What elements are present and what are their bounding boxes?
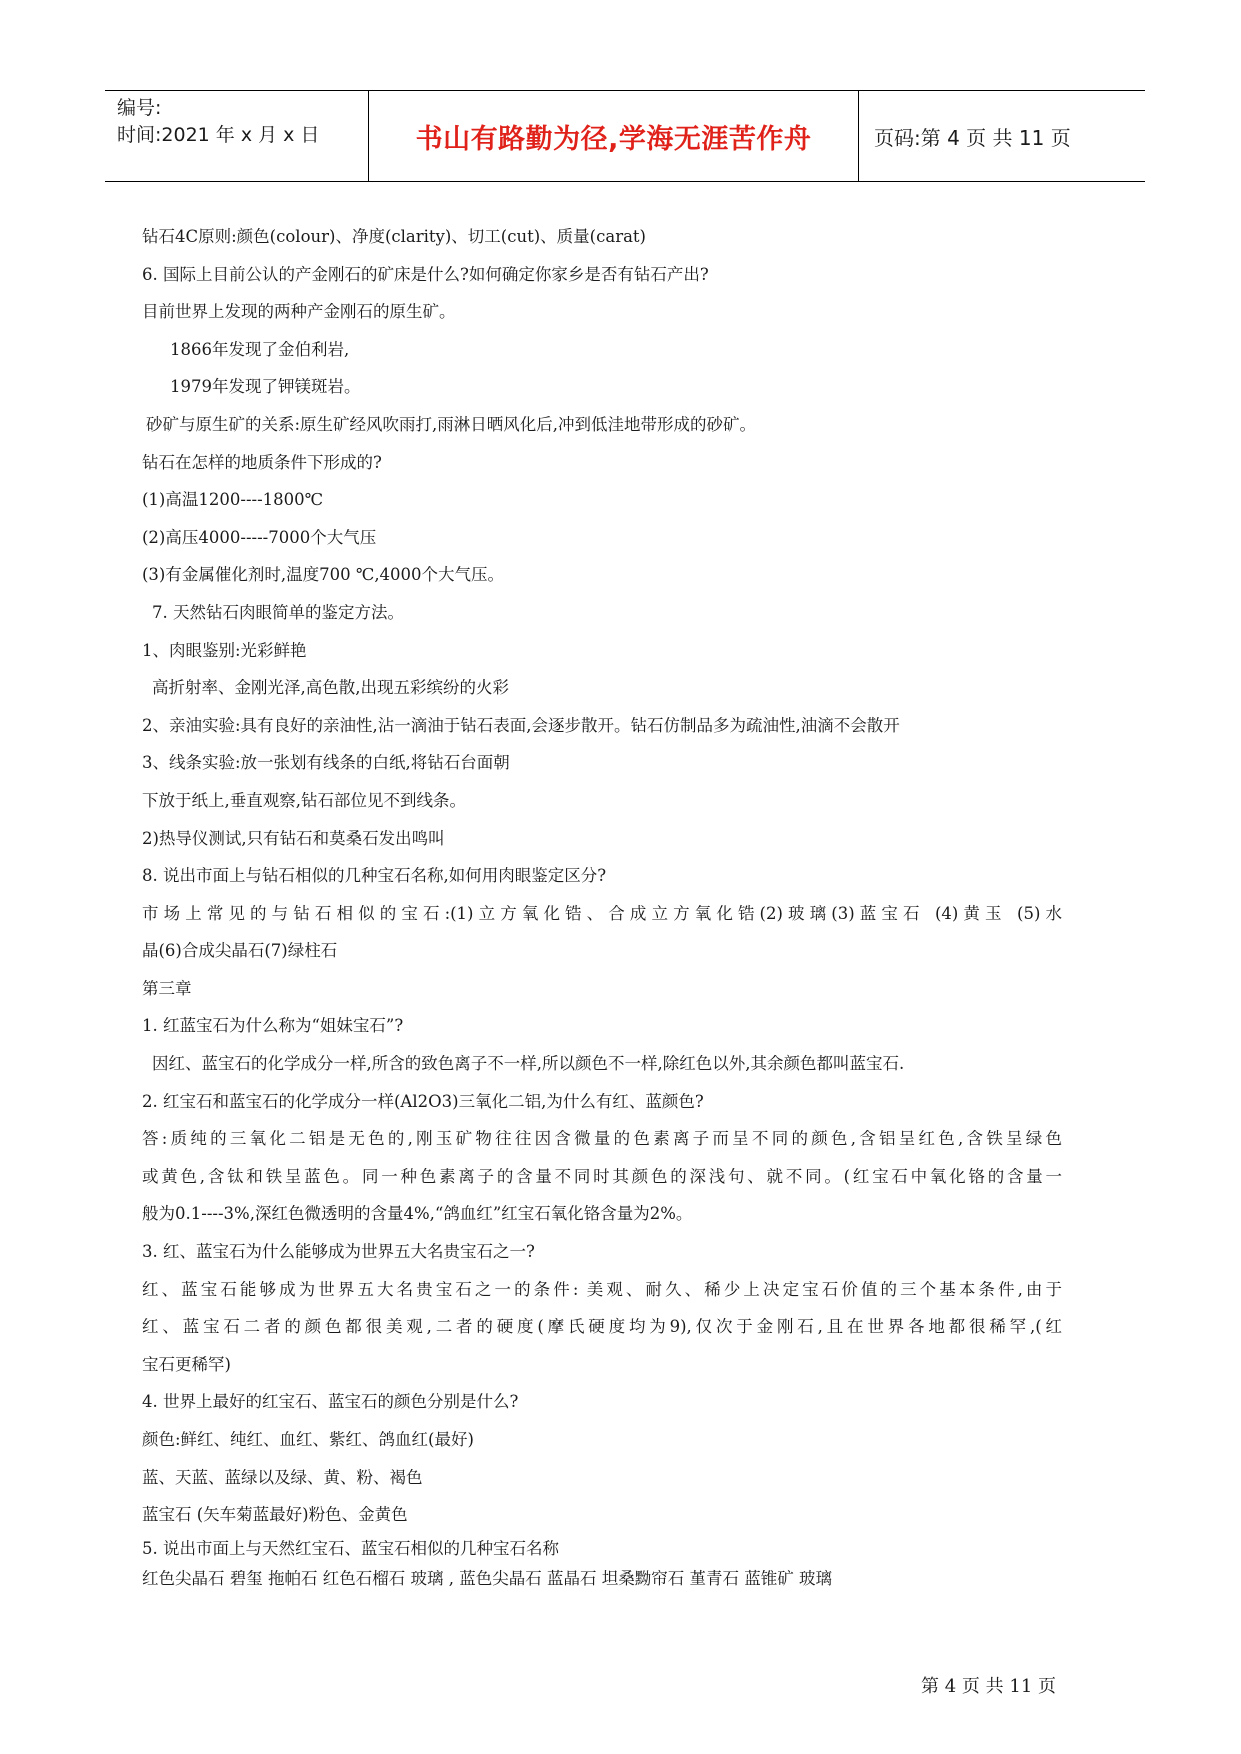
text-line: 2、亲油实验:具有良好的亲油性,沾一滴油于钻石表面,会逐步散开。钻石仿制品多为疏油性,油滴不会散开: [142, 715, 900, 735]
question-2: 2. 红宝石和蓝宝石的化学成分一样(Al2O3)三氧化二铝,为什么有红、蓝颜色?: [142, 1091, 704, 1111]
header-page-code: 页码:第 4 页 共 11 页: [874, 125, 1071, 150]
question-5: 5. 说出市面上与天然红宝石、蓝宝石相似的几种宝石名称: [142, 1538, 559, 1558]
text-line: 颜色:鲜红、纯红、血红、紫红、鸽血红(最好): [142, 1430, 474, 1449]
time-label: 时间:2021 年 x 月 x 日: [117, 124, 320, 146]
text-line: 2)热导仪测试,只有钻石和莫桑石发出鸣叫: [142, 828, 445, 848]
text-line: 砂矿与原生矿的关系:原生矿经风吹雨打,雨淋日晒风化后,冲到低洼地带形成的砂矿。: [146, 414, 757, 434]
text-line: 市场上常见的与钻石相似的宝石:(1)立方氧化锆、合成立方氧化锆(2)玻璃(3)蓝宝石 (4)黄玉 (5)水: [142, 903, 1062, 923]
question-8: 8. 说出市面上与钻石相似的几种宝石名称,如何用肉眼鉴定区分?: [142, 866, 607, 886]
text-line: (1)高温1200----1800℃: [142, 490, 324, 510]
text-line: 目前世界上发现的两种产金刚石的原生矿。: [142, 302, 456, 322]
text-line: 3、线条实验:放一张划有线条的白纸,将钻石台面朝: [142, 753, 510, 773]
text-line: 下放于纸上,垂直观察,钻石部位见不到线条。: [142, 790, 466, 810]
document-header: [105, 90, 1145, 182]
chapter-heading: 第三章: [142, 978, 192, 998]
text-line: 般为0.1----3%,深红色微透明的含量4%,“鸽血红”红宝石氧化铬含量为2%。: [142, 1204, 693, 1224]
document-body: [142, 218, 1062, 1594]
number-label: 编号:: [117, 97, 162, 119]
question-1: 1. 红蓝宝石为什么称为“姐妹宝石”?: [142, 1016, 404, 1036]
question-7: 7. 天然钻石肉眼简单的鉴定方法。: [152, 602, 404, 622]
text-line: 1979年发现了钾镁斑岩。: [170, 377, 361, 397]
question-6: 6. 国际上目前公认的产金刚石的矿床是什么?如何确定你家乡是否有钻石产出?: [142, 264, 709, 284]
text-line: 红、蓝宝石能够成为世界五大名贵宝石之一的条件: 美观、耐久、稀少上决定宝石价值的三个基本条件,由于: [142, 1279, 1062, 1299]
text-line: 蓝宝石 (矢车菊蓝最好)粉色、金黄色: [142, 1505, 408, 1525]
text-line: 钻石4C原则:颜色(colour)、净度(clarity)、切工(cut)、质量(carat): [142, 227, 646, 246]
text-line: 高折射率、金刚光泽,高色散,出现五彩缤纷的火彩: [152, 678, 509, 698]
text-line: 1、肉眼鉴别:光彩鲜艳: [142, 640, 307, 660]
text-line: 晶(6)合成尖晶石(7)绿柱石: [142, 941, 338, 961]
text-line: 1866年发现了金伯利岩,: [170, 339, 350, 359]
text-line: 因红、蓝宝石的化学成分一样,所含的致色离子不一样,所以颜色不一样,除红色以外,其余颜色都叫蓝宝石.: [152, 1054, 905, 1074]
text-line: (2)高压4000-----7000个大气压: [142, 527, 377, 547]
question-3: 3. 红、蓝宝石为什么能够成为世界五大名贵宝石之一?: [142, 1242, 535, 1262]
text-line: (3)有金属催化剂时,温度700 ℃,4000个大气压。: [142, 565, 505, 585]
text-line: 或黄色,含钛和铁呈蓝色。同一种色素离子的含量不同时其颜色的深浅句、就不同。(红宝石中氧化铬的含量一: [142, 1166, 1062, 1186]
page-footer: 第 4 页 共 11 页: [921, 1676, 1056, 1697]
text-line: 宝石更稀罕): [142, 1354, 231, 1374]
text-line: 红色尖晶石 碧玺 拖帕石 红色石榴石 玻璃 , 蓝色尖晶石 蓝晶石 坦桑黝帘石 堇青石 蓝锥矿 玻璃: [142, 1568, 832, 1588]
text-line: 钻石在怎样的地质条件下形成的?: [142, 452, 382, 472]
text-line: 蓝、天蓝、蓝绿以及绿、黄、粉、褐色: [142, 1467, 423, 1487]
question-4: 4. 世界上最好的红宝石、蓝宝石的颜色分别是什么?: [142, 1392, 519, 1412]
text-line: 红、蓝宝石二者的颜色都很美观,二者的硬度(摩氏硬度均为9),仅次于金刚石,且在世界各地都很稀罕,(红: [142, 1317, 1062, 1337]
text-line: 答:质纯的三氧化二铝是无色的,刚玉矿物往往因含微量的色素离子而呈不同的颜色,含铝呈红色,含铁呈绿色: [142, 1129, 1062, 1149]
header-motto: 书山有路勤为径,学海无涯苦作舟: [369, 91, 859, 181]
header-meta-cell: [105, 91, 369, 181]
